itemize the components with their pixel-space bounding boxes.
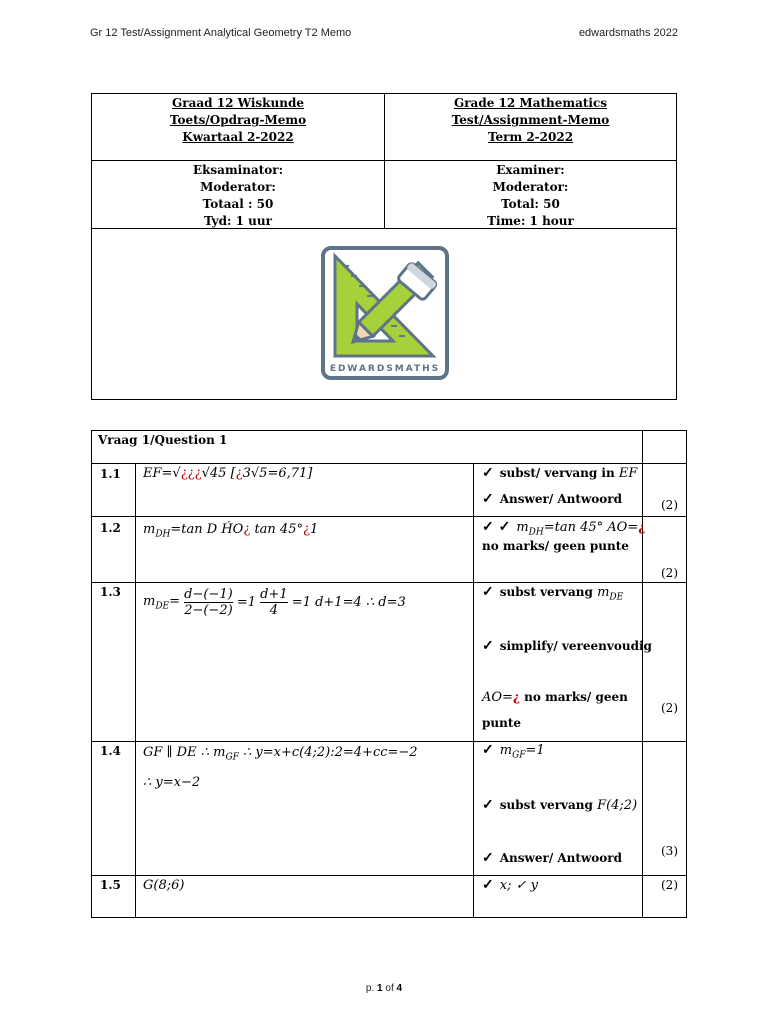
- mark-1-4-a: ✓ $m_{GF}=1$: [482, 742, 545, 761]
- question-table: [91, 430, 687, 918]
- question-number: 1.4: [100, 744, 121, 758]
- answer-1-5: G(8;6): [143, 878, 185, 893]
- answer-1-1: EF=√¿¿¿√45 [¿3√5=6,71]: [143, 466, 313, 481]
- en-info-block: Examiner: Moderator: Total: 50 Time: 1 hour: [487, 163, 574, 228]
- question-number: 1.3: [100, 585, 121, 599]
- header-title: Gr 12 Test/Assignment Analytical Geometry T2 Memo: [90, 27, 352, 39]
- answer-1-4-line1: GF ∥ DE ∴ $m_{GF}$ ∴ y=x+c(4;2):2=4+cc=−2: [143, 745, 418, 763]
- mark-1-3-b: ✓ simplify/ vereenvoudig: [482, 638, 652, 654]
- question-number: 1.1: [100, 467, 121, 481]
- mark-1-4-b: ✓ subst vervang F(4;2): [482, 797, 638, 813]
- points: (2): [661, 701, 678, 715]
- en-title-block: Grade 12 Mathematics Test/Assignment-Memo Term 2-2022: [451, 96, 610, 144]
- mark-1-2-a: ✓ ✓ $m_{DH}=\tan$ 45° AO=¿: [482, 519, 646, 538]
- svg-text:EDWARDSMATHS: EDWARDSMATHS: [329, 364, 441, 374]
- edwardsmaths-logo: [321, 246, 449, 380]
- answer-1-2: $m_{DH}=\tan$ D H́O¿ tan 45°¿1: [143, 522, 319, 540]
- af-title-block: Graad 12 Wiskunde Toets/Opdrag-Memo Kwartaal 2-2022: [169, 96, 307, 144]
- mark-1-4-c: ✓ Answer/ Antwoord: [482, 850, 623, 866]
- cover-table: [91, 93, 677, 400]
- question-number: 1.2: [100, 521, 121, 535]
- mark-1-2-b: no marks/ geen punte: [482, 539, 629, 553]
- mark-1-1-b: ✓ Answer/ Antwoord: [482, 491, 623, 507]
- mark-1-1-a: ✓ subst/ vervang in EF: [482, 465, 638, 481]
- answer-1-4-line2: ∴ y=x−2: [143, 775, 201, 790]
- mark-1-3-d: punte: [482, 716, 522, 730]
- question-number: 1.5: [100, 878, 121, 892]
- question-title: Vraag 1/Question 1: [98, 433, 228, 447]
- mark-1-5: ✓ x; ✓ y: [482, 877, 538, 893]
- answer-1-3: $m_{DE}=$ $\frac{d-(-1)}{2-(-2)}$ =1 $\frac{d+1}{4}$ =1 d+1=4 ∴ d=3: [143, 587, 406, 618]
- points: (2): [661, 566, 678, 580]
- points: (2): [661, 878, 678, 892]
- points: (2): [661, 498, 678, 512]
- points: (3): [661, 844, 678, 858]
- af-info-block: Eksaminator: Moderator: Totaal : 50 Tyd: 1 uur: [192, 163, 284, 228]
- page-footer: p. 1 of 4: [365, 983, 403, 994]
- mark-1-3-a: ✓ subst vervang $m_{DE}$: [482, 584, 624, 603]
- mark-1-3-c: AO=¿ no marks/ geen: [482, 690, 628, 705]
- header-brand: edwardsmaths 2022: [578, 27, 678, 39]
